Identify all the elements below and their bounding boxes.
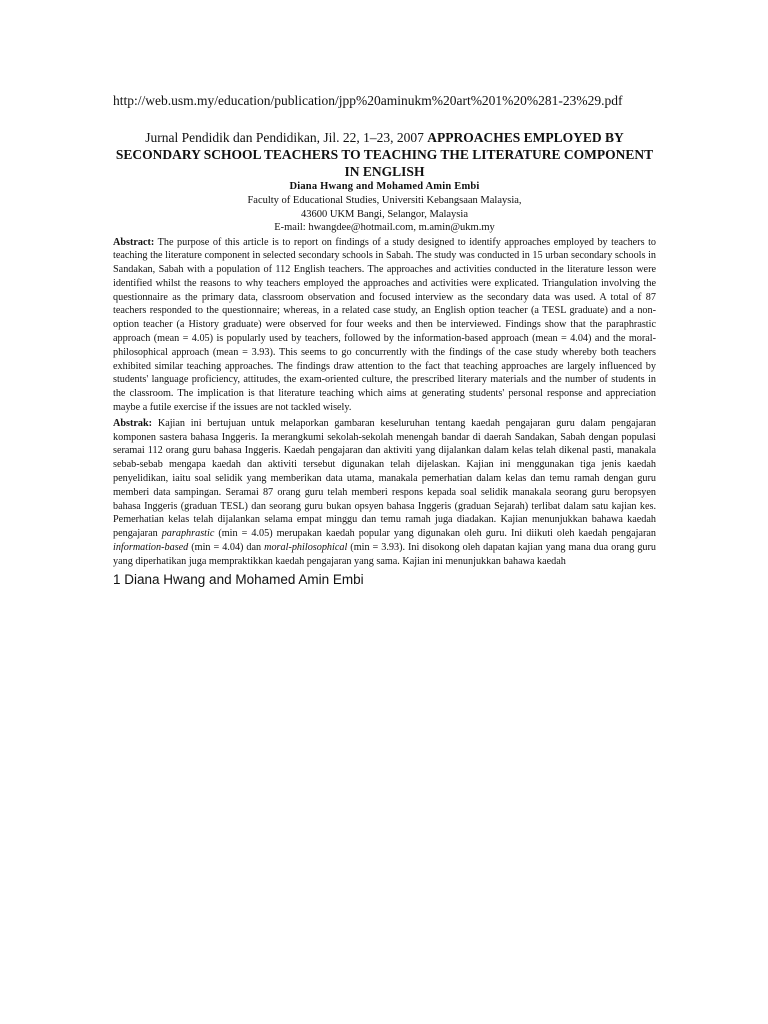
abstract-malay	[113, 417, 656, 569]
abstract-text: The purpose of this article is to report on findings of a study designed to identify approaches employed by teachers to teaching the literature component in selected secondary schools in Sabah. The study was conducted in 15 urban secondary schools in Sandakan, Sabah with a population of 112 English teachers. The approaches and activities conducted in the literature lesson were identified whilst the reasons to why teachers employed the approaches and activities were explicated. Triangulation involving the questionnaire as the primary data, classroom observation and focused interview as the secondary data was used. A total of 87 teachers responded to the questionnaire; whereas, in a related case study, an English option teacher (a TESL graduate) and a non-option teacher (a History graduate) were observed for four weeks and then be interviewed. Findings show that the paraphrastic approach (mean = 4.05) is popularly used by teachers, followed by the information-based approach (mean = 4.04) and the moral-philosophical approach (mean = 3.93). This seems to go concurrently with the findings of the case study whereby both teachers exhibited similar teaching approaches. The findings draw attention to the fact that teaching approaches are largely influenced by students' language proficiency, attitudes, the exam-oriented culture, the prescribed literary materials and the number of students in the classroom. The implication is that literature teaching which aims at generating students' personal response and appreciation maybe a futile exercise if the issues are not tackled wisely.	[113, 236, 656, 414]
abstrak-label: Abstrak:	[113, 417, 153, 429]
abstrak-text-part-4: (min = 3.93). Ini disokong oleh dapatan kajian yang mana dua orang guru yang diperhatikan juga mempraktikkan kaedah pengajaran yang sama. Kajian ini menunjukkan bahawa kaedah	[113, 542, 657, 567]
abstrak-term-information-based: information-based	[113, 542, 189, 554]
abstrak-term-paraphrastic: paraphrastic	[161, 528, 215, 540]
journal-name: Jurnal Pendidik dan Pendidikan, Jil. 22, 1–23, 2007	[145, 130, 424, 145]
abstrak-text-part-1: Kajian ini bertujuan untuk melaporkan gambaran keseluruhan tentang kaedah pengajaran guru dalam pengajaran komponen sastera bahasa Inggeris. Ia merangkumi sekolah-sekolah menengah bandar di daerah Sandakan, Sabah dengan populasi seramai 112 orang guru bahasa Inggeris. Kaedah pengajaran dan aktiviti yang dijalankan dalam kelas telah dikenal pasti, manakala sebab-sebab mengapa kaedah dan aktiviti tersebut digunakan telah dijelaskan. Kajian ini menggunakan tiga jenis kaedah penyelidikan, iaitu soal selidik yang memberikan data utama, manakala pemerhatian dalam kelas dan temu ramah dengan guru memberi data sampingan. Seramai 87 orang guru telah memberi respons kepada soal selidik manakala seorang guru beropsyen bahasa Inggeris (graduan TESL) dan seorang guru bukan opsyen bahasa Inggeris (graduan Sejarah) terlibat dalam satu kajian kes. Pemerhatian kelas telah dijalankan selama empat minggu dan temu ramah juga diadakan. Kajian menunjukkan bahawa kaedah pengajaran	[113, 417, 657, 540]
paper-title: APPROACHES EMPLOYED BY SECONDARY SCHOOL TEACHERS TO TEACHING THE LITERATURE COMPONENT IN ENGLISH	[115, 130, 654, 179]
authors: Diana Hwang and Mohamed Amin Embi	[289, 181, 480, 192]
affiliation-line-1: Faculty of Educational Studies, Universiti Kebangsaan Malaysia,	[247, 195, 522, 206]
abstrak-text-part-2: (min = 4.05) merupakan kaedah popular yang digunakan oleh guru. Ini diikuti oleh kaedah pengajaran	[218, 528, 656, 540]
abstract-english	[113, 236, 656, 415]
affiliation-line-2: 43600 UKM Bangi, Selangor, Malaysia	[301, 208, 468, 220]
abstrak-term-moral-philosophical: moral-philosophical	[264, 542, 348, 554]
paper-header	[113, 129, 656, 180]
abstract-label: Abstract:	[113, 236, 155, 248]
source-url[interactable]: http://web.usm.my/education/publication/jpp%20aminukm%20art%201%20%281-23%29.pdf	[113, 93, 623, 108]
document-content	[113, 92, 656, 589]
page-footer: 1 Diana Hwang and Mohamed Amin Embi	[113, 571, 364, 587]
abstrak-text-part-3: (min = 4.04) dan	[191, 542, 262, 554]
email-line: E-mail: hwangdee@hotmail.com, m.amin@ukm.my	[274, 222, 495, 233]
